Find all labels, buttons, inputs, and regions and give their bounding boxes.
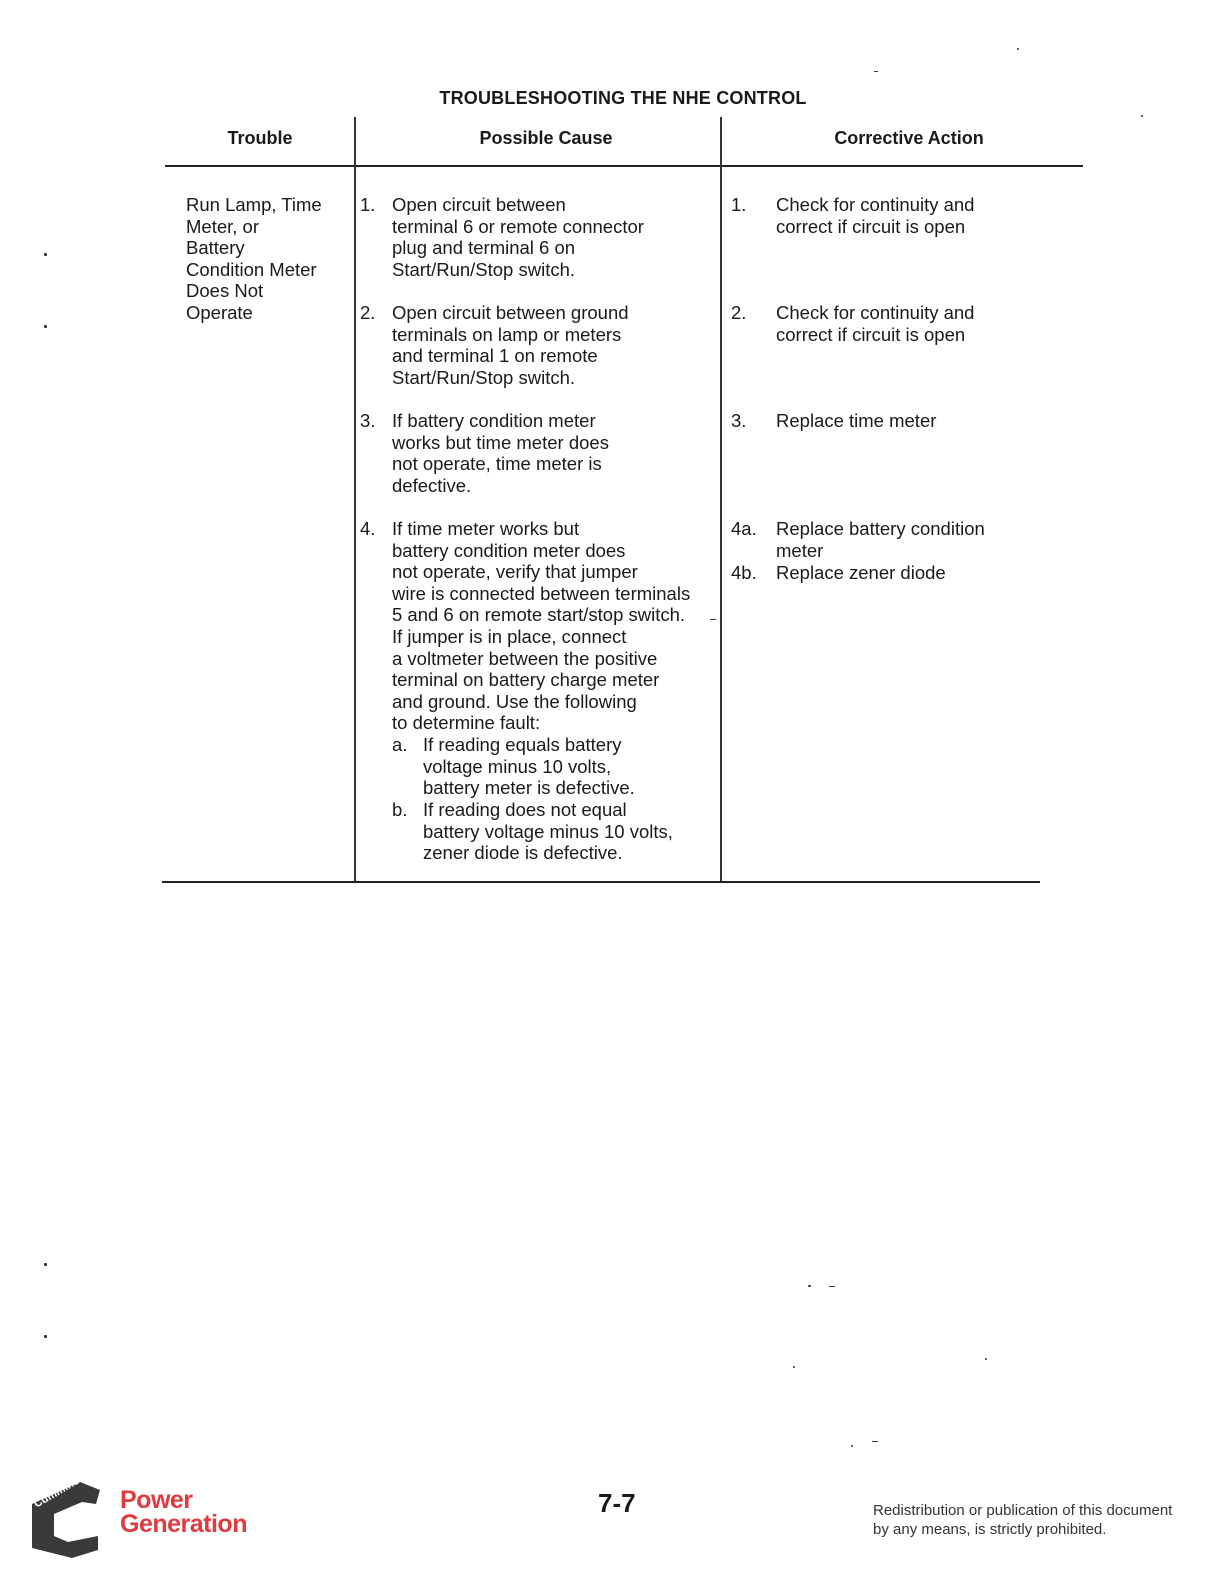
action-number: 3. [731,410,747,431]
sub-line: battery meter is defective. [423,777,635,799]
action-line: Check for continuity and [776,302,975,323]
cause-line: wire is connected between terminals [392,582,691,604]
cause-line: Open circuit between [392,194,566,215]
sub-line: zener diode is defective. [423,842,623,864]
cause-line: If time meter works but [392,518,580,539]
cause-item [392,302,717,388]
cause-line: works but time meter does [392,431,609,453]
cause-line: battery condition meter does [392,539,626,561]
column-divider-left [354,117,356,881]
scan-speck [710,619,716,620]
brand-line: Power [120,1486,193,1514]
page-title: TROUBLESHOOTING THE NHE CONTROL [439,88,807,108]
sub-line: If reading does not equal [423,799,627,820]
cause-line: and terminal 1 on remote [392,345,598,367]
cause-line: Start/Run/Stop switch. [392,366,576,388]
header-rule [165,165,1083,167]
scan-speck [829,1286,835,1287]
sub-line: If reading equals battery [423,734,622,755]
cause-line: to determine fault: [392,712,541,734]
action-item [776,194,1076,237]
scan-speck [985,1358,987,1360]
cause-item [392,518,718,734]
cause-line: 5 and 6 on remote start/stop switch. [392,604,686,626]
cause-line: not operate, time meter is [392,453,602,475]
cause-line: If battery condition meter [392,410,596,431]
scan-speck [44,325,47,328]
header-possible-cause: Possible Cause [479,128,613,148]
notice-line: Redistribution or publication of this document [873,1502,1173,1519]
cause-line: If jumper is in place, connect [392,625,627,647]
action-line: correct if circuit is open [776,215,966,237]
action-number: 4b. [731,562,757,583]
sub-item-letter: a. [392,734,408,755]
cause-line: and ground. Use the following [392,690,637,712]
trouble-line: Condition Meter [186,258,317,280]
cause-line: defective. [392,474,472,496]
cause-line: Open circuit between ground [392,302,629,323]
scan-speck [793,1366,795,1368]
action-item [776,410,1076,432]
scan-speck [44,1335,47,1338]
sub-item [423,734,718,799]
action-number: 4a. [731,518,757,539]
action-item [776,302,1076,345]
cause-item [392,194,717,280]
trouble-line: Does Not [186,280,264,302]
cause-line: not operate, verify that jumper [392,561,638,583]
bottom-rule [162,881,1040,883]
cause-number: 3. [360,410,376,431]
trouble-line: Meter, or [186,215,259,237]
cause-line: terminal on battery charge meter [392,669,660,691]
scan-speck [1141,115,1143,117]
trouble-line: Run Lamp, Time [186,194,322,215]
redistribution-notice [873,1501,1172,1539]
action-line: correct if circuit is open [776,323,966,345]
action-line: Check for continuity and [776,194,975,215]
cause-number: 4. [360,518,376,539]
scan-speck [851,1445,853,1447]
cummins-logo [28,1474,108,1560]
trouble-cell [186,194,351,324]
cause-line: Start/Run/Stop switch. [392,258,576,280]
sub-line: voltage minus 10 volts, [423,755,612,777]
action-line: meter [776,539,824,561]
cause-item [392,410,717,496]
scan-speck [874,71,878,72]
action-line: Replace zener diode [776,562,946,583]
sub-item [423,799,718,864]
scan-speck [1017,48,1019,50]
column-divider-right [720,117,722,881]
page-number: 7-7 [598,1488,636,1518]
cause-number: 1. [360,194,376,215]
action-line: Replace battery condition [776,518,985,539]
cause-number: 2. [360,302,376,323]
scan-speck [44,1263,47,1266]
scan-speck [872,1441,878,1442]
action-number: 1. [731,194,747,215]
trouble-line: Operate [186,301,253,323]
cause-line: a voltmeter between the positive [392,647,658,669]
brand-power-generation [120,1488,247,1536]
scan-speck [44,253,47,256]
header-corrective-action: Corrective Action [834,128,984,148]
trouble-line: Battery [186,237,245,259]
notice-line: by any means, is strictly prohibited. [873,1521,1107,1538]
cause-line: plug and terminal 6 on [392,237,576,259]
cause-line: terminal 6 or remote connector [392,215,644,237]
action-number: 2. [731,302,747,323]
header-trouble: Trouble [227,128,293,148]
sub-item-letter: b. [392,799,408,820]
brand-line: Generation [120,1510,247,1538]
action-line: Replace time meter [776,410,937,431]
action-item [776,562,1076,584]
sub-line: battery voltage minus 10 volts, [423,820,673,842]
cause-line: terminals on lamp or meters [392,323,622,345]
action-item [776,518,1076,561]
scan-speck [808,1285,811,1287]
cummins-logo-text: Cummins [32,1474,82,1511]
